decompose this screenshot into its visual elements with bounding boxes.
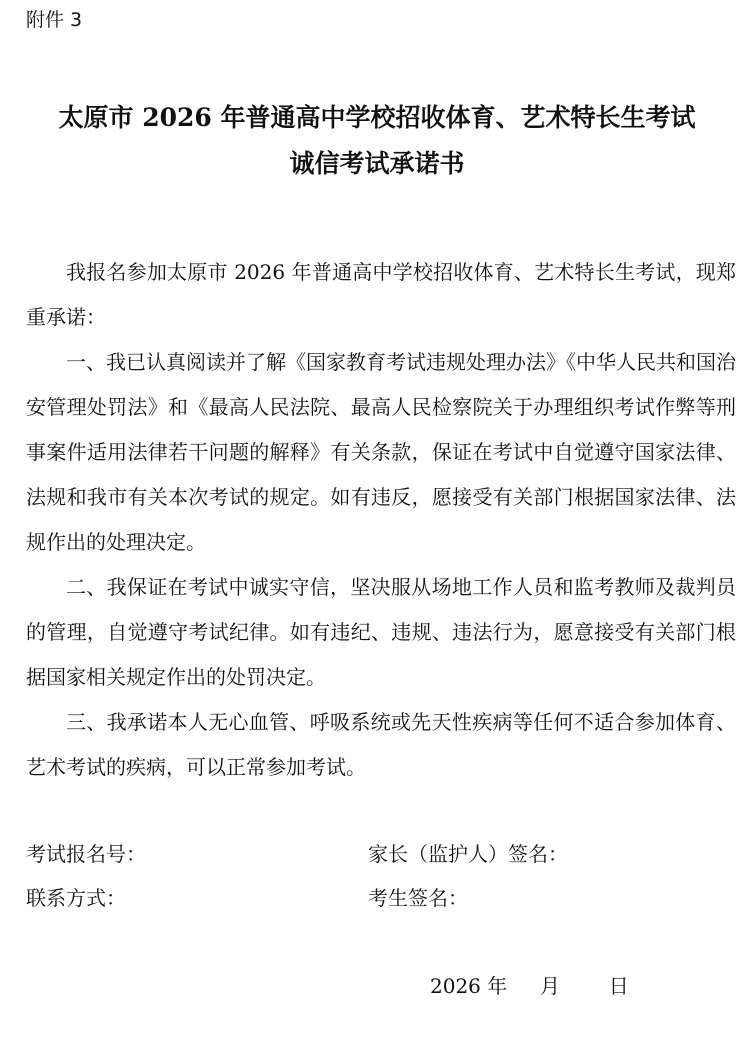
pledge-clause-2: 二、我保证在考试中诚实守信，坚决服从场地工作人员和监考教师及裁判员的管理，自觉遵守考试纪律。如有违纪、违规、违法行为，愿意接受有关部门根据国家相关规定作出的处罚决定。 [26, 575, 736, 689]
pledge-clause-1: 一、我已认真阅读并了解《国家教育考试违规处理办法》《中华人民共和国治安管理处罚法》和《最高人民法院、最高人民检察院关于办理组织考试作弊等刑事案件适用法律若干问题的解释》有关条款，保证在考试中自觉遵守国家法律、法规和我市有关本次考试的规定。如有违反，愿接受有关部门根据国家法律、法规作出的处理决定。 [26, 350, 736, 554]
date-year: 2026 [430, 974, 481, 998]
document-title-line-1: 太原市 2026 年普通高中学校招收体育、艺术特长生考试 [58, 103, 696, 132]
intro-paragraph: 我报名参加太原市 2026 年普通高中学校招收体育、艺术特长生考试，现郑重承诺： [26, 260, 736, 329]
attachment-label: 附件 3 [26, 9, 83, 31]
document-title-line-2: 诚信考试承诺书 [289, 149, 465, 178]
contact-label: 联系方式： [26, 886, 126, 910]
date-year-unit: 年 [487, 974, 508, 998]
student-signature-label: 考生签名： [368, 886, 468, 910]
pledge-body [26, 250, 736, 790]
date-month-unit: 月 [539, 974, 560, 998]
pledge-clause-3: 三、我承诺本人无心血管、呼吸系统或先天性疾病等任何不适合参加体育、艺术考试的疾病，可以正常参加考试。 [26, 710, 736, 779]
exam-number-label: 考试报名号： [26, 842, 146, 866]
date-day-unit: 日 [608, 974, 629, 998]
signing-date [430, 972, 629, 1000]
parent-signature-label: 家长（监护人）签名： [368, 842, 568, 866]
